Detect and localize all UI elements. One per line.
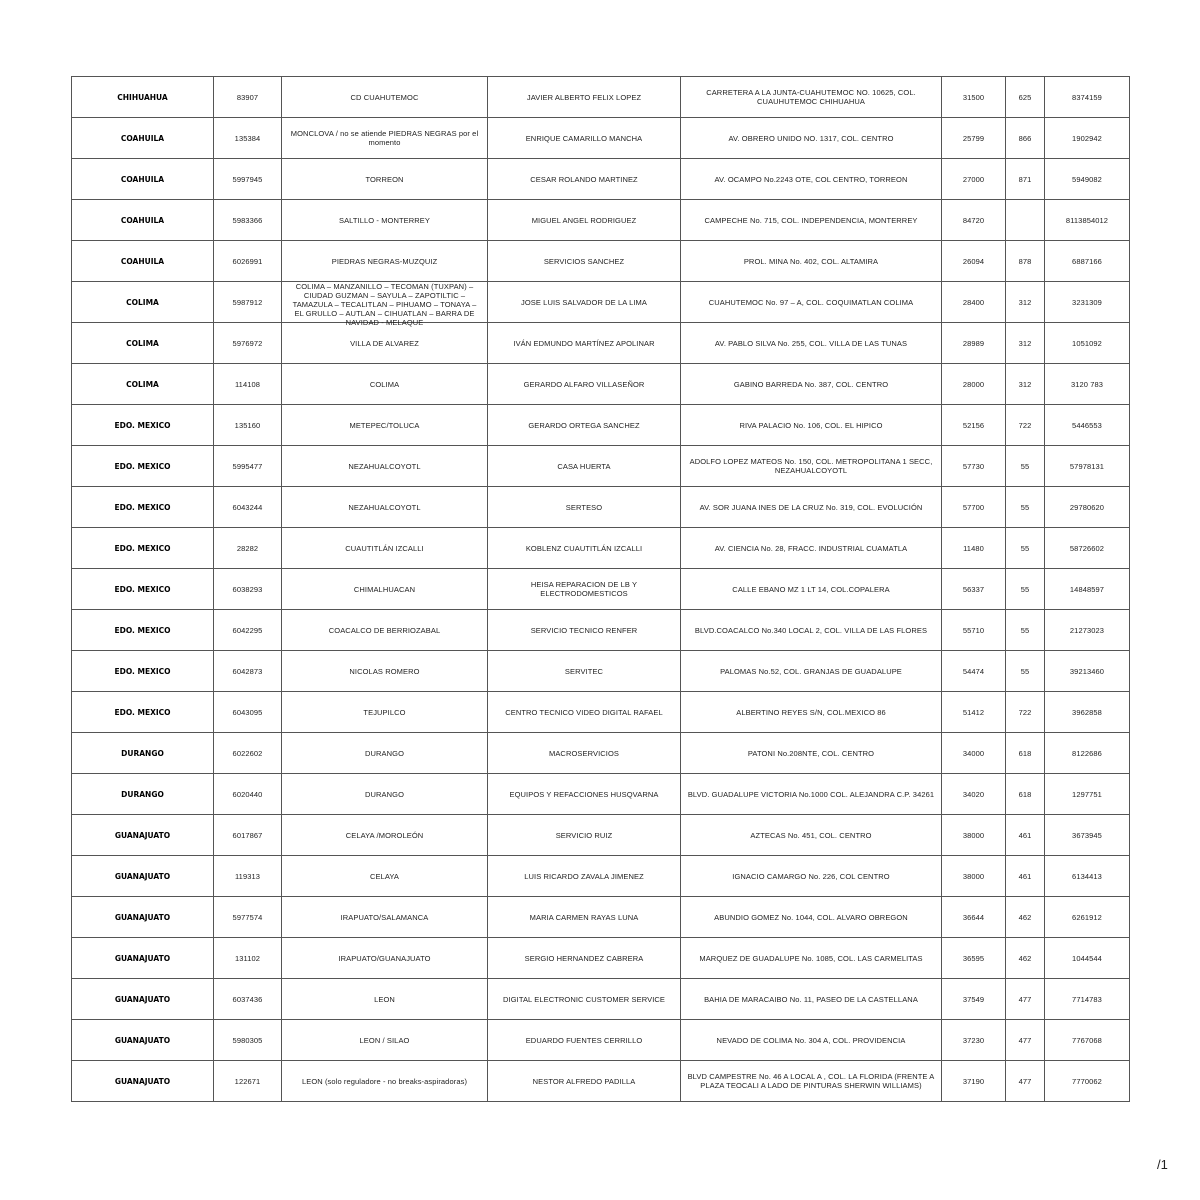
address-cell: BLVD CAMPESTRE No. 46 A LOCAL A , COL. LA FLORIDA (FRENTE A PLAZA TEOCALI A LADO DE PINTURAS SHERWIN WILLIAMS) [681,1061,942,1102]
code-cell: 5995477 [214,446,282,487]
postal-code-cell: 31500 [942,77,1006,118]
table-row [72,815,1130,856]
city-cell: SALTILLO - MONTERREY [282,200,488,241]
code-cell: 5977574 [214,897,282,938]
postal-code-cell: 84720 [942,200,1006,241]
state-cell: GUANAJUATO [72,979,214,1020]
table-row [72,118,1130,159]
table-row [72,487,1130,528]
city-cell: NICOLAS ROMERO [282,651,488,692]
postal-code-cell: 51412 [942,692,1006,733]
state-cell: GUANAJUATO [72,938,214,979]
area-code-cell: 722 [1006,405,1045,446]
technician-cell: SERGIO HERNANDEZ CABRERA [488,938,681,979]
code-cell: 5983366 [214,200,282,241]
state-cell: EDO. MEXICO [72,405,214,446]
area-code-cell: 878 [1006,241,1045,282]
area-code-cell: 461 [1006,856,1045,897]
postal-code-cell: 38000 [942,856,1006,897]
address-cell: AV. OCAMPO No.2243 OTE, COL CENTRO, TORREON [681,159,942,200]
phone-cell: 8113854012 [1045,200,1130,241]
phone-cell: 21273023 [1045,610,1130,651]
city-cell: IRAPUATO/SALAMANCA [282,897,488,938]
area-code-cell: 55 [1006,528,1045,569]
postal-code-cell: 37549 [942,979,1006,1020]
address-cell: GABINO BARREDA No. 387, COL. CENTRO [681,364,942,405]
postal-code-cell: 28989 [942,323,1006,364]
technician-cell: NESTOR ALFREDO PADILLA [488,1061,681,1102]
area-code-cell: 55 [1006,651,1045,692]
area-code-cell: 462 [1006,897,1045,938]
code-cell: 119313 [214,856,282,897]
address-cell: ALBERTINO REYES S/N, COL.MEXICO 86 [681,692,942,733]
postal-code-cell: 55710 [942,610,1006,651]
address-cell: BLVD.COACALCO No.340 LOCAL 2, COL. VILLA DE LAS FLORES [681,610,942,651]
phone-cell: 1297751 [1045,774,1130,815]
technician-cell: GERARDO ORTEGA SANCHEZ [488,405,681,446]
technician-cell: EDUARDO FUENTES CERRILLO [488,1020,681,1061]
code-cell: 135384 [214,118,282,159]
address-cell: CUAHUTEMOC No. 97 – A, COL. COQUIMATLAN COLIMA [681,282,942,323]
table-row [72,938,1130,979]
code-cell: 5987912 [214,282,282,323]
state-cell: COAHUILA [72,118,214,159]
address-cell: CAMPECHE No. 715, COL. INDEPENDENCIA, MONTERREY [681,200,942,241]
postal-code-cell: 57700 [942,487,1006,528]
technician-cell: MACROSERVICIOS [488,733,681,774]
area-code-cell: 871 [1006,159,1045,200]
technician-cell: GERARDO ALFARO VILLASEÑOR [488,364,681,405]
code-cell: 5976972 [214,323,282,364]
area-code-cell: 55 [1006,569,1045,610]
area-code-cell: 477 [1006,1061,1045,1102]
address-cell: AV. CIENCIA No. 28, FRACC. INDUSTRIAL CUAMATLA [681,528,942,569]
table-row [72,241,1130,282]
state-cell: EDO. MEXICO [72,651,214,692]
address-cell: ADOLFO LOPEZ MATEOS No. 150, COL. METROPOLITANA 1 SECC, NEZAHUALCOYOTL [681,446,942,487]
phone-cell: 6887166 [1045,241,1130,282]
code-cell: 131102 [214,938,282,979]
code-cell: 6020440 [214,774,282,815]
area-code-cell: 55 [1006,446,1045,487]
address-cell: PALOMAS No.52, COL. GRANJAS DE GUADALUPE [681,651,942,692]
state-cell: GUANAJUATO [72,1020,214,1061]
phone-cell: 3120 783 [1045,364,1130,405]
address-cell: ABUNDIO GOMEZ No. 1044, COL. ALVARO OBREGON [681,897,942,938]
state-cell: COLIMA [72,364,214,405]
technician-cell: SERVICIO TECNICO RENFER [488,610,681,651]
postal-code-cell: 27000 [942,159,1006,200]
area-code-cell: 625 [1006,77,1045,118]
address-cell: AV. PABLO SILVA No. 255, COL. VILLA DE LAS TUNAS [681,323,942,364]
phone-cell: 6261912 [1045,897,1130,938]
technician-cell: KOBLENZ CUAUTITLÁN IZCALLI [488,528,681,569]
postal-code-cell: 37230 [942,1020,1006,1061]
area-code-cell: 477 [1006,979,1045,1020]
city-cell: DURANGO [282,774,488,815]
table-row [72,979,1130,1020]
address-cell: PATONI No.208NTE, COL. CENTRO [681,733,942,774]
area-code-cell: 55 [1006,487,1045,528]
phone-cell: 1902942 [1045,118,1130,159]
phone-cell: 8374159 [1045,77,1130,118]
technician-cell: CASA HUERTA [488,446,681,487]
code-cell: 6043244 [214,487,282,528]
city-cell: VILLA DE ALVAREZ [282,323,488,364]
city-cell: IRAPUATO/GUANAJUATO [282,938,488,979]
postal-code-cell: 28400 [942,282,1006,323]
state-cell: COLIMA [72,282,214,323]
postal-code-cell: 26094 [942,241,1006,282]
code-cell: 5997945 [214,159,282,200]
state-cell: GUANAJUATO [72,856,214,897]
state-cell: EDO. MEXICO [72,569,214,610]
area-code-cell: 312 [1006,364,1045,405]
table-row [72,569,1130,610]
state-cell: EDO. MEXICO [72,692,214,733]
city-cell: CELAYA [282,856,488,897]
state-cell: COAHUILA [72,241,214,282]
technician-cell: DIGITAL ELECTRONIC CUSTOMER SERVICE [488,979,681,1020]
phone-cell: 7767068 [1045,1020,1130,1061]
technician-cell: SERVICIOS SANCHEZ [488,241,681,282]
technician-cell: CENTRO TECNICO VIDEO DIGITAL RAFAEL [488,692,681,733]
phone-cell: 6134413 [1045,856,1130,897]
postal-code-cell: 36644 [942,897,1006,938]
postal-code-cell: 37190 [942,1061,1006,1102]
code-cell: 6042295 [214,610,282,651]
postal-code-cell: 54474 [942,651,1006,692]
table-row [72,692,1130,733]
table-row [72,1061,1130,1102]
city-cell: CD CUAHUTEMOC [282,77,488,118]
city-cell: NEZAHUALCOYOTL [282,446,488,487]
postal-code-cell: 11480 [942,528,1006,569]
table-row [72,528,1130,569]
phone-cell: 29780620 [1045,487,1130,528]
table-row [72,364,1130,405]
city-cell: METEPEC/TOLUCA [282,405,488,446]
state-cell: DURANGO [72,733,214,774]
area-code-cell [1006,200,1045,241]
address-cell: CALLE EBANO MZ 1 LT 14, COL.COPALERA [681,569,942,610]
state-cell: GUANAJUATO [72,897,214,938]
table-row [72,774,1130,815]
state-cell: GUANAJUATO [72,815,214,856]
state-cell: COAHUILA [72,200,214,241]
code-cell: 28282 [214,528,282,569]
code-cell: 6042873 [214,651,282,692]
address-cell: BAHIA DE MARACAIBO No. 11, PASEO DE LA CASTELLANA [681,979,942,1020]
area-code-cell: 461 [1006,815,1045,856]
phone-cell: 3231309 [1045,282,1130,323]
city-cell: CHIMALHUACAN [282,569,488,610]
address-cell: AV. OBRERO UNIDO NO. 1317, COL. CENTRO [681,118,942,159]
table-row [72,405,1130,446]
city-cell: PIEDRAS NEGRAS-MUZQUIZ [282,241,488,282]
address-cell: NEVADO DE COLIMA No. 304 A, COL. PROVIDENCIA [681,1020,942,1061]
code-cell: 6022602 [214,733,282,774]
code-cell: 5980305 [214,1020,282,1061]
table-row [72,77,1130,118]
city-cell: LEON [282,979,488,1020]
technician-cell: JOSE LUIS SALVADOR DE LA LIMA [488,282,681,323]
phone-cell: 3962858 [1045,692,1130,733]
code-cell: 122671 [214,1061,282,1102]
table-row [72,610,1130,651]
state-cell: COLIMA [72,323,214,364]
code-cell: 135160 [214,405,282,446]
technician-cell: SERTESO [488,487,681,528]
postal-code-cell: 34020 [942,774,1006,815]
technician-cell: MARIA CARMEN RAYAS LUNA [488,897,681,938]
city-cell: CUAUTITLÁN IZCALLI [282,528,488,569]
technician-cell: LUIS RICARDO ZAVALA JIMENEZ [488,856,681,897]
table-row [72,651,1130,692]
city-cell: TEJUPILCO [282,692,488,733]
area-code-cell: 866 [1006,118,1045,159]
postal-code-cell: 57730 [942,446,1006,487]
area-code-cell: 55 [1006,610,1045,651]
area-code-cell: 618 [1006,774,1045,815]
phone-cell: 7714783 [1045,979,1130,1020]
state-cell: COAHUILA [72,159,214,200]
area-code-cell: 312 [1006,323,1045,364]
postal-code-cell: 52156 [942,405,1006,446]
state-cell: EDO. MEXICO [72,487,214,528]
technician-cell: MIGUEL ANGEL RODRIGUEZ [488,200,681,241]
table-row [72,446,1130,487]
address-cell: RIVA PALACIO No. 106, COL. EL HIPICO [681,405,942,446]
code-cell: 114108 [214,364,282,405]
city-cell: CELAYA /MOROLEÓN [282,815,488,856]
phone-cell: 39213460 [1045,651,1130,692]
address-cell: PROL. MINA No. 402, COL. ALTAMIRA [681,241,942,282]
postal-code-cell: 28000 [942,364,1006,405]
table-row [72,200,1130,241]
code-cell: 6043095 [214,692,282,733]
state-cell: EDO. MEXICO [72,528,214,569]
phone-cell: 8122686 [1045,733,1130,774]
address-cell: CARRETERA A LA JUNTA-CUAHUTEMOC NO. 10625, COL. CUAUHUTEMOC CHIHUAHUA [681,77,942,118]
technician-cell: HEISA REPARACION DE LB Y ELECTRODOMESTICOS [488,569,681,610]
area-code-cell: 477 [1006,1020,1045,1061]
technician-cell: ENRIQUE CAMARILLO MANCHA [488,118,681,159]
phone-cell: 7770062 [1045,1061,1130,1102]
page-number: /1 [1157,1157,1168,1172]
address-cell: MARQUEZ DE GUADALUPE No. 1085, COL. LAS CARMELITAS [681,938,942,979]
phone-cell: 5446553 [1045,405,1130,446]
technician-cell: CESAR ROLANDO MARTINEZ [488,159,681,200]
postal-code-cell: 56337 [942,569,1006,610]
code-cell: 6038293 [214,569,282,610]
postal-code-cell: 38000 [942,815,1006,856]
technician-cell: JAVIER ALBERTO FELIX LOPEZ [488,77,681,118]
phone-cell: 1051092 [1045,323,1130,364]
address-cell: AV. SOR JUANA INES DE LA CRUZ No. 319, COL. EVOLUCIÓN [681,487,942,528]
technician-cell: SERVITEC [488,651,681,692]
city-cell: NEZAHUALCOYOTL [282,487,488,528]
service-centers-table [71,76,1130,1102]
table-row [72,733,1130,774]
phone-cell: 57978131 [1045,446,1130,487]
postal-code-cell: 34000 [942,733,1006,774]
phone-cell: 58726602 [1045,528,1130,569]
code-cell: 6017867 [214,815,282,856]
city-cell: COACALCO DE BERRIOZABAL [282,610,488,651]
phone-cell: 5949082 [1045,159,1130,200]
postal-code-cell: 36595 [942,938,1006,979]
state-cell: CHIHUAHUA [72,77,214,118]
state-cell: EDO. MEXICO [72,610,214,651]
code-cell: 83907 [214,77,282,118]
technician-cell: IVÁN EDMUNDO MARTÍNEZ APOLINAR [488,323,681,364]
state-cell: EDO. MEXICO [72,446,214,487]
table-row [72,323,1130,364]
phone-cell: 14848597 [1045,569,1130,610]
address-cell: IGNACIO CAMARGO No. 226, COL CENTRO [681,856,942,897]
phone-cell: 3673945 [1045,815,1130,856]
city-cell: LEON (solo reguladore - no breaks-aspiradoras) [282,1061,488,1102]
address-cell: AZTECAS No. 451, COL. CENTRO [681,815,942,856]
code-cell: 6026991 [214,241,282,282]
address-cell: BLVD. GUADALUPE VICTORIA No.1000 COL. ALEJANDRA C.P. 34261 [681,774,942,815]
city-cell: COLIMA – MANZANILLO – TECOMAN (TUXPAN) – CIUDAD GUZMAN – SAYULA – ZAPOTILTIC – TAMAZULA – TECALITLAN – PIHUAMO – TONAYA – EL GRULLO – AUTLAN – CIHUATLAN – BARRA DE NAVIDAD - MELAQUE [282,282,488,323]
technician-cell: EQUIPOS Y REFACCIONES HUSQVARNA [488,774,681,815]
city-cell: TORREON [282,159,488,200]
postal-code-cell: 25799 [942,118,1006,159]
table-row [72,856,1130,897]
area-code-cell: 722 [1006,692,1045,733]
table-row [72,1020,1130,1061]
technician-cell: SERVICIO RUIZ [488,815,681,856]
city-cell: MONCLOVA / no se atiende PIEDRAS NEGRAS por el momento [282,118,488,159]
area-code-cell: 312 [1006,282,1045,323]
code-cell: 6037436 [214,979,282,1020]
state-cell: GUANAJUATO [72,1061,214,1102]
phone-cell: 1044544 [1045,938,1130,979]
city-cell: LEON / SILAO [282,1020,488,1061]
city-cell: DURANGO [282,733,488,774]
state-cell: DURANGO [72,774,214,815]
table-row [72,897,1130,938]
table-row [72,159,1130,200]
area-code-cell: 462 [1006,938,1045,979]
area-code-cell: 618 [1006,733,1045,774]
table-row [72,282,1130,323]
city-cell: COLIMA [282,364,488,405]
